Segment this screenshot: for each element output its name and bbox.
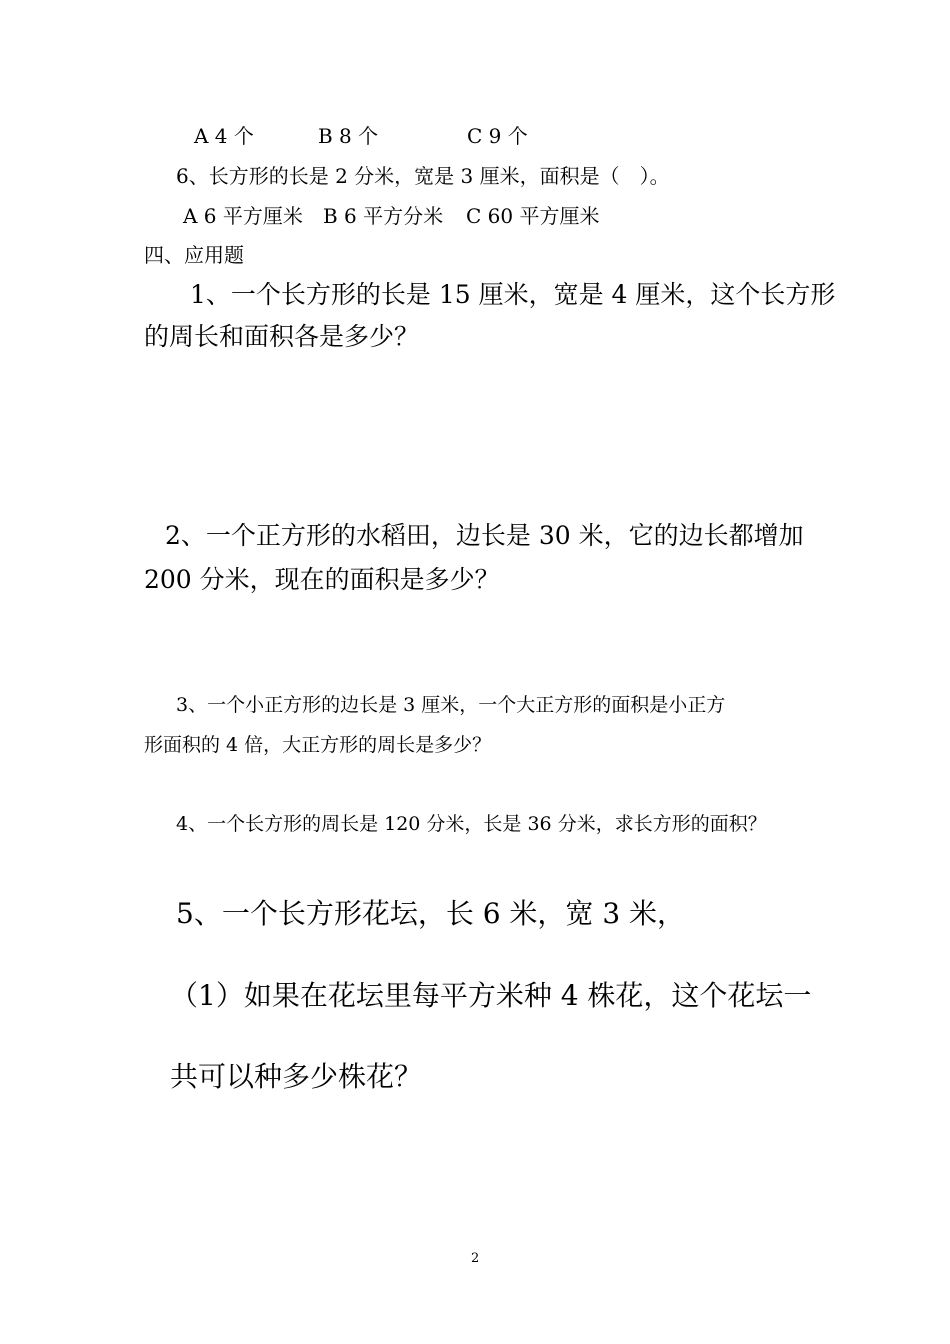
problem-2-line-1: 2、一个正方形的水稻田，边长是 30 米，它的边长都增加 <box>165 521 804 550</box>
problem-4: 4、一个长方形的周长是 120 分米，长是 36 分米，求长方形的面积？ <box>176 813 767 835</box>
problem-1-line-2: 的周长和面积各是多少？ <box>144 322 420 351</box>
problem-5-line-1: 5、一个长方形花坛，长 6 米，宽 3 米， <box>176 897 686 930</box>
problem-1-line-1: 1、一个长方形的长是 15 厘米，宽是 4 厘米，这个长方形 <box>190 280 836 309</box>
problem-5-sub-1-line-2: 共可以种多少株花？ <box>170 1060 423 1093</box>
q6-option-b: B 6 平方分米 <box>323 204 444 228</box>
q6-option-a: A 6 平方厘米 <box>183 204 303 228</box>
problem-3-line-2: 形面积的 4 倍，大正方形的周长是多少？ <box>144 734 492 756</box>
problem-5-sub-1-line-1: （1）如果在花坛里每平方米种 4 株花，这个花坛一 <box>170 979 812 1012</box>
q6-option-c: C 60 平方厘米 <box>466 204 600 228</box>
q6-stem: 6、长方形的长是 2 分米，宽是 3 厘米，面积是（ ）。 <box>176 164 670 188</box>
q5-option-a: A 4 个 <box>194 124 254 148</box>
page-number: 2 <box>471 1251 480 1266</box>
problem-2-line-2: 200 分米，现在的面积是多少？ <box>144 565 500 594</box>
q5-option-b: B 8 个 <box>318 124 379 148</box>
q5-option-c: C 9 个 <box>467 124 528 148</box>
section-title: 四、应用题 <box>144 243 244 267</box>
problem-3-line-1: 3、一个小正方形的边长是 3 厘米，一个大正方形的面积是小正方 <box>176 694 726 716</box>
